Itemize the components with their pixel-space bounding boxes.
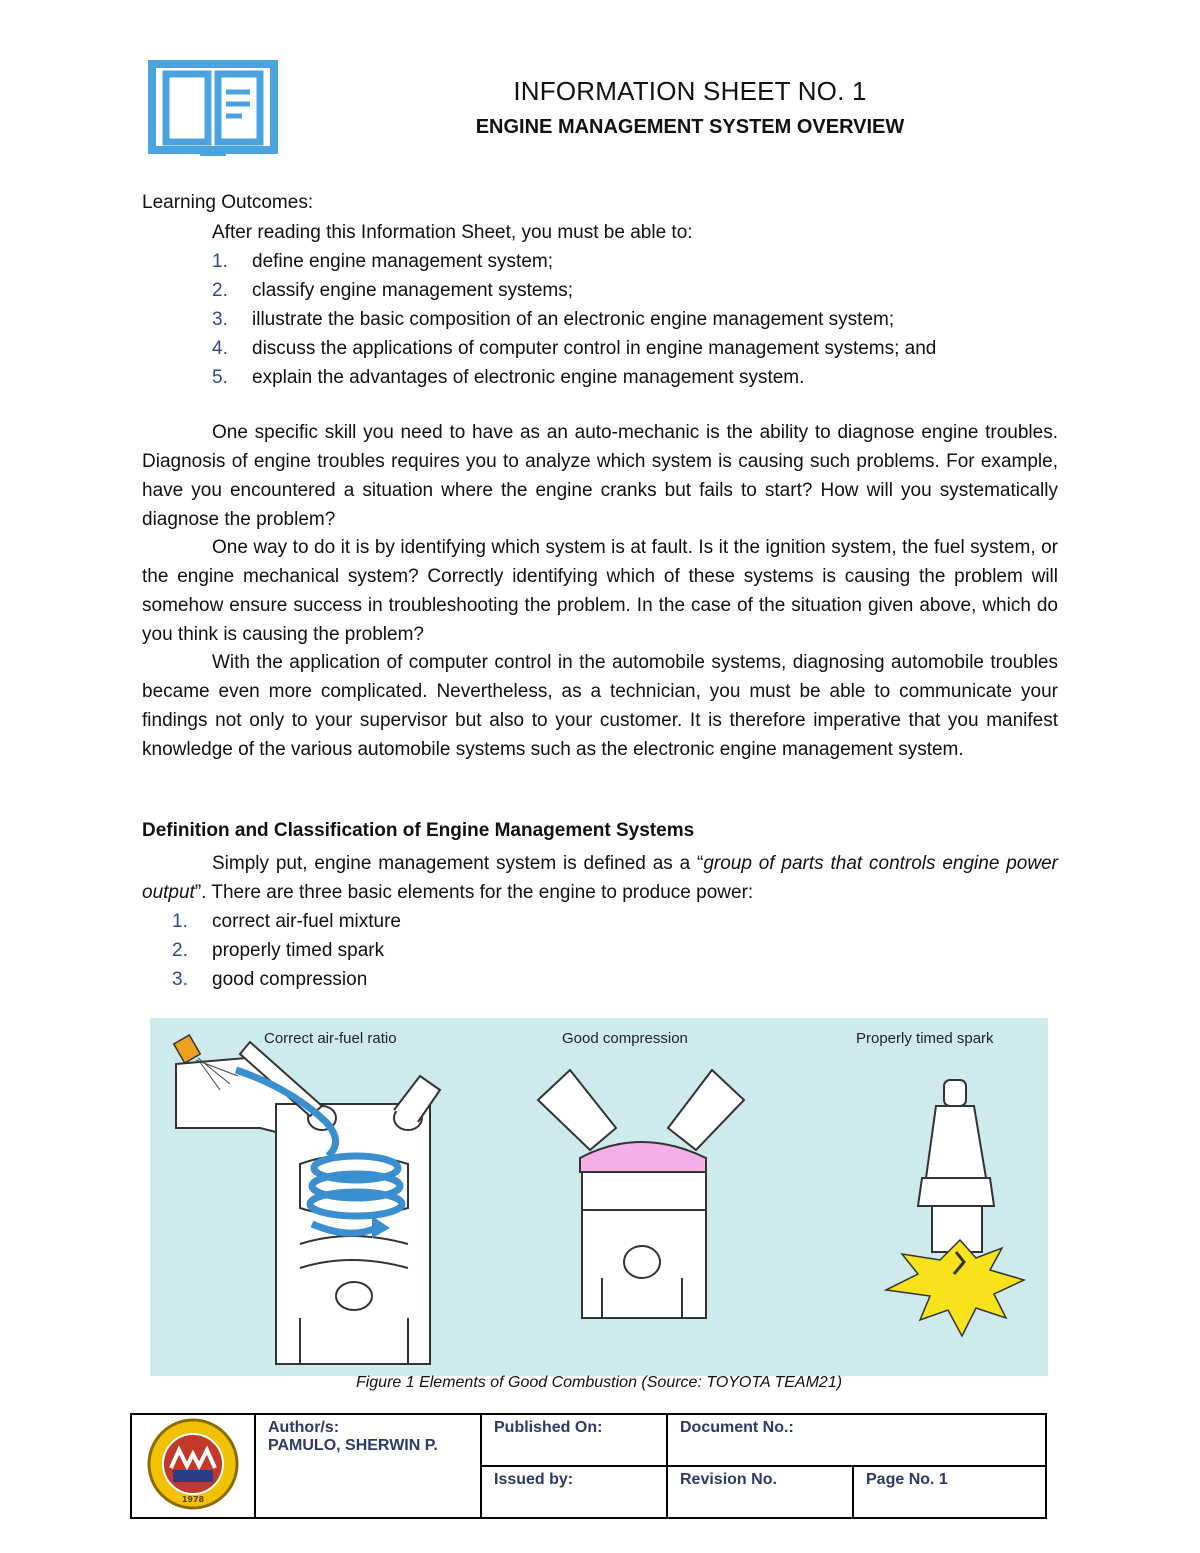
spark-icon [886, 1240, 1024, 1336]
published-label: Published On: [494, 1419, 603, 1436]
list-text: illustrate the basic composition of an electronic engine management system; [252, 309, 895, 330]
figure-label-air-fuel: Correct air-fuel ratio [264, 1030, 397, 1047]
author-cell [255, 1414, 481, 1518]
paragraph: One specific skill you need to have as an auto-mechanic is the ability to diagnose engine troubles. Diagnosis of engine troubles requires you to analyze which system is causing such problems. For example, have you encountered a situation where the engine cranks but fails to start? How will you systematically diagnose the problem? [142, 422, 1058, 530]
list-number: 5. [212, 367, 228, 388]
figure-caption: Figure 1 Elements of Good Combustion (Source: TOYOTA TEAM21) [355, 1374, 843, 1391]
logo-cell [131, 1414, 255, 1518]
list-item [212, 247, 936, 276]
author-name: PAMULO, SHERWIN P. [268, 1437, 438, 1454]
list-item [212, 305, 936, 334]
figure-illustration [150, 1018, 1048, 1376]
figure-combustion-elements [150, 1018, 1048, 1376]
document-cell [667, 1414, 1046, 1466]
published-cell [481, 1414, 667, 1466]
definition-paragraph [142, 849, 1058, 907]
list-number: 3. [172, 969, 188, 990]
figure-label-spark: Properly timed spark [856, 1030, 994, 1047]
issued-label: Issued by: [494, 1471, 574, 1488]
list-text: discuss the applications of computer control in engine management systems; and [252, 338, 937, 359]
page-number: Page No. 1 [866, 1471, 948, 1488]
definition-text: ”. There are three basic elements for the engine to produce power: [194, 882, 754, 903]
list-text: correct air-fuel mixture [212, 911, 401, 932]
list-text: explain the advantages of electronic engine management system. [252, 367, 805, 388]
paragraph: One way to do it is by identifying which system is at fault. Is it the ignition system, the fuel system, or the engine mechanical system? Correctly identifying which of these systems is causing the problem will somehow ensure success in troubleshooting the problem. In the case of the situation given above, which do you think is causing the problem? [142, 537, 1058, 645]
list-number: 2. [212, 280, 228, 301]
list-number: 2. [172, 940, 188, 961]
spark-plug-illustration [918, 1080, 994, 1252]
definition-quote: group of parts that controls engine power output [142, 853, 1058, 903]
list-item [212, 334, 936, 363]
list-item [172, 907, 401, 936]
revision-label: Revision No. [680, 1471, 777, 1488]
section-heading: Definition and Classification of Engine Management Systems [142, 820, 695, 841]
book-icon [146, 60, 280, 160]
list-item [172, 965, 401, 994]
list-number: 1. [212, 251, 228, 272]
definition-text: Simply put, engine management system is defined as a “ [212, 853, 704, 874]
seal-year: 1978 [181, 1494, 205, 1504]
list-text: good compression [212, 969, 368, 990]
compression-engine-illustration [538, 1070, 744, 1318]
issued-cell [481, 1466, 667, 1518]
learning-outcomes-label: Learning Outcomes: [142, 192, 314, 213]
list-text: classify engine management systems; [252, 280, 574, 301]
page-cell [853, 1466, 1046, 1518]
list-item [212, 363, 936, 392]
list-text: define engine management system; [252, 251, 554, 272]
revision-cell [667, 1466, 853, 1518]
learning-outcomes-list [212, 247, 936, 392]
list-item [212, 276, 936, 305]
elements-list [172, 907, 401, 994]
page-subtitle: ENGINE MANAGEMENT SYSTEM OVERVIEW [475, 116, 905, 138]
list-text: properly timed spark [212, 940, 385, 961]
list-item [172, 936, 401, 965]
list-number: 4. [212, 338, 228, 359]
document-info-table [130, 1413, 1047, 1519]
list-number: 1. [172, 911, 188, 932]
institution-seal-icon [145, 1416, 241, 1512]
document-label: Document No.: [680, 1419, 794, 1436]
learning-outcomes-intro: After reading this Information Sheet, you must be able to: [212, 222, 693, 243]
figure-label-compression: Good compression [562, 1030, 688, 1047]
page-title: INFORMATION SHEET NO. 1 [513, 76, 867, 106]
list-number: 3. [212, 309, 228, 330]
paragraph: With the application of computer control in the automobile systems, diagnosing automobile troubles became even more complicated. Nevertheless, as a technician, you must be able to communicate your findings not only to your supervisor but also to your customer. It is therefore imperative that you manifest knowledge of the various automobile systems such as the electronic engine management system. [142, 652, 1058, 760]
author-label: Author/s: [268, 1419, 340, 1436]
